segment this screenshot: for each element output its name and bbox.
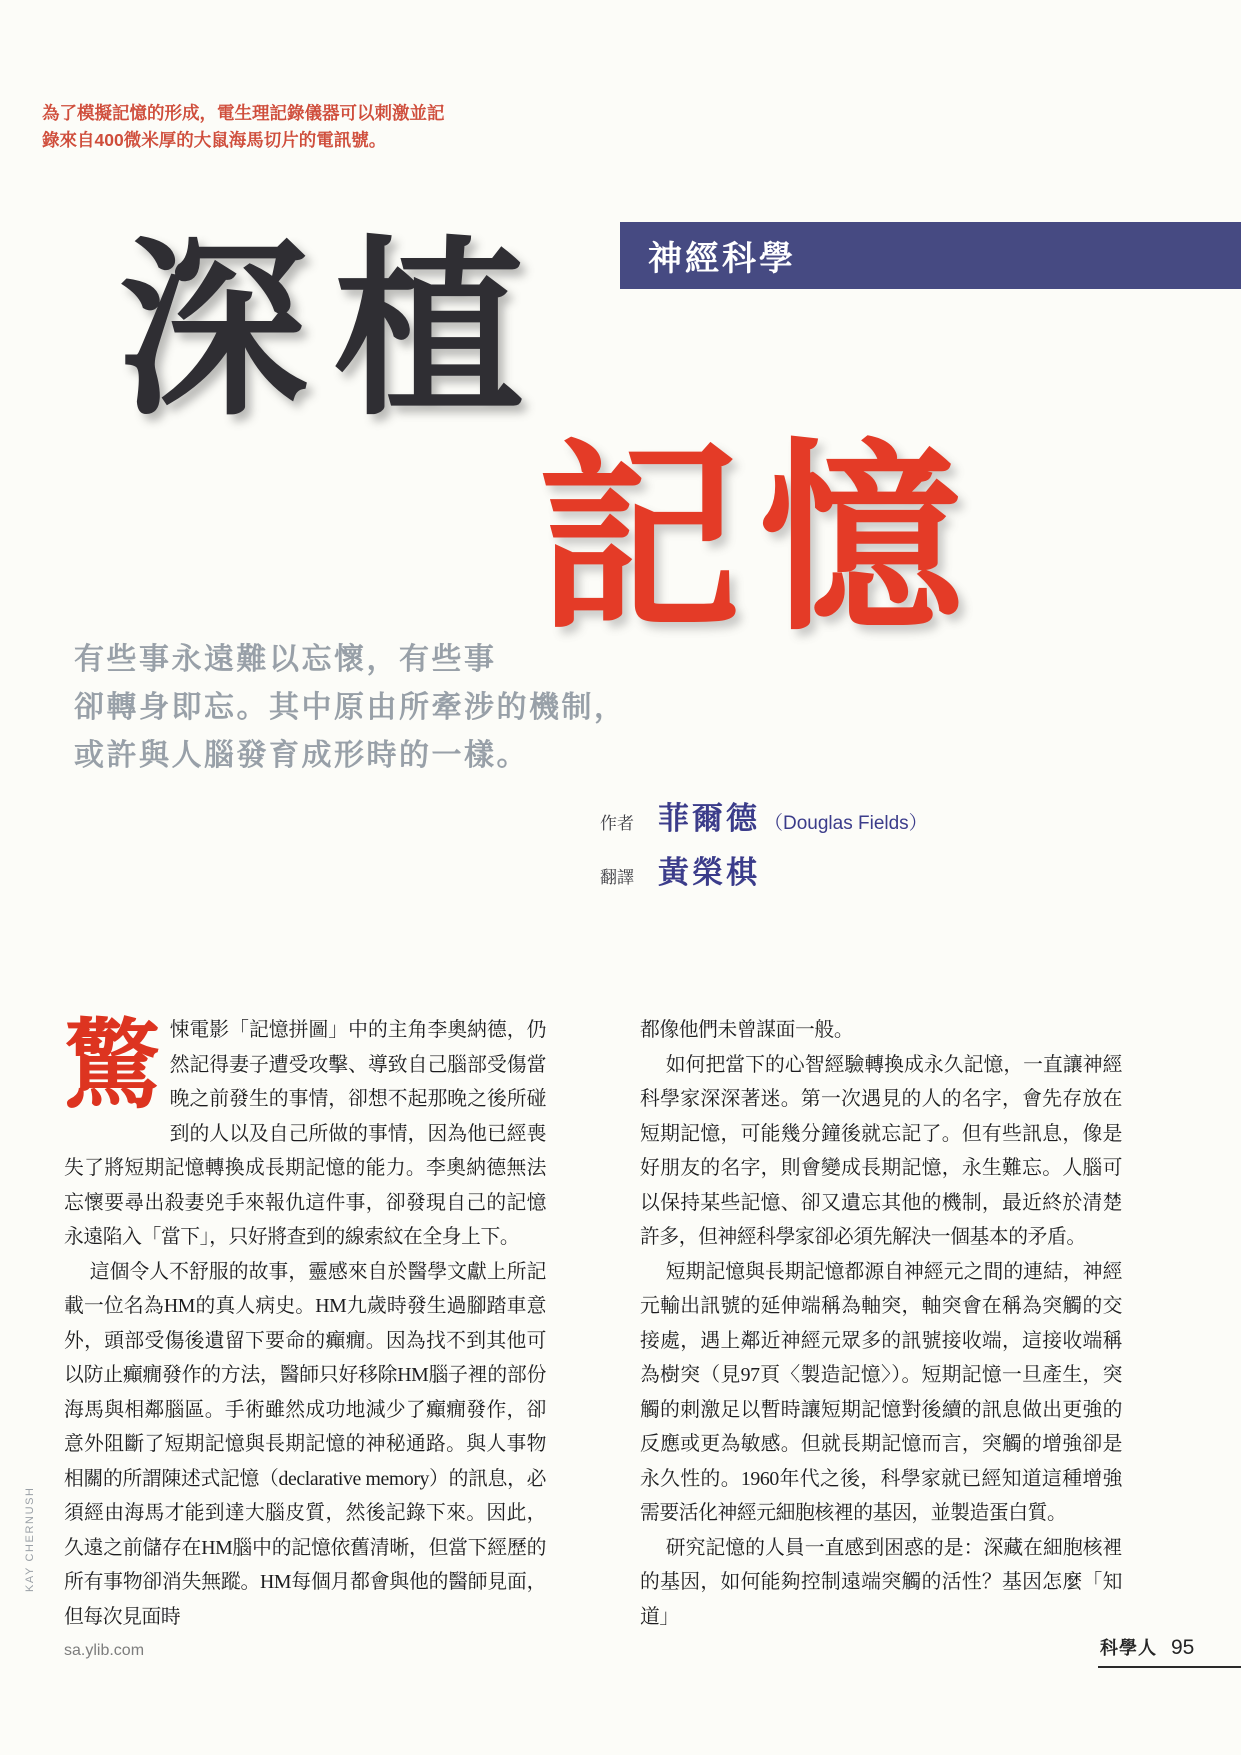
footer-folio [1100, 1634, 1194, 1660]
article-deck-line3: 或許與人腦發育成形時的一樣。 [74, 739, 529, 772]
section-banner-label: 神經科學 [648, 240, 796, 278]
body-paragraph-1 [64, 1013, 546, 1255]
footer-rule [1098, 1666, 1241, 1668]
body-paragraph-6: 研究記憶的人員一直感到困惑的是：深藏在細胞核裡的基因，如何能夠控制遠端突觸的活性？基因怎麼「知道」 [640, 1536, 1122, 1628]
article-deck-line1: 有些事永遠難以忘懷，有些事 [74, 643, 497, 676]
byline-translator-row [600, 847, 928, 892]
photo-caption [42, 100, 445, 154]
body-paragraph-3: 都像他們未曾謀面一般。 [640, 1019, 854, 1041]
page-number: 95 [1171, 1636, 1195, 1659]
body-column-left [64, 1013, 546, 1634]
section-banner [620, 222, 1241, 289]
translator-label: 翻譯 [600, 868, 634, 887]
byline-block [600, 793, 928, 901]
author-label: 作者 [600, 814, 634, 833]
author-name-english: （Douglas Fields） [764, 813, 928, 834]
body-paragraph-1-text: 悚電影「記憶拼圖」中的主角李奧納德，仍然記得妻子遭受攻擊、導致自己腦部受傷當晚之前發生的事情，卻想不起那晚之後所碰到的人以及自己所做的事情，因為他已經喪失了將短期記憶轉換成長期記憶的能力。李奧納德無法忘懷要尋出殺妻兇手來報仇這件事，卻發現自己的記憶永遠陷入「當下」，只好將查到的線索紋在全身上下。 [64, 1019, 546, 1248]
magazine-name: 科學人 [1100, 1638, 1157, 1658]
body-column-right [640, 1013, 1122, 1634]
author-name: 菲爾德 [658, 801, 760, 836]
translator-name: 黃榮棋 [658, 855, 760, 890]
body-paragraph-4: 如何把當下的心智經驗轉換成永久記憶，一直讓神經科學家深深著迷。第一次遇見的人的名字，會先存放在短期記憶，可能幾分鐘後就忘記了。但有些訊息，像是好朋友的名字，則會變成長期記憶，永生難忘。人腦可以保持某些記憶、卻又遺忘其他的機制，最近終於清楚許多，但神經科學家卻必須先解決一個基本的矛盾。 [640, 1053, 1122, 1248]
article-deck-line2: 卻轉身即忘。其中原由所牽涉的機制， [74, 691, 627, 724]
body-paragraph-2: 這個令人不舒服的故事，靈感來自於醫學文獻上所記載一位名為HM的真人病史。HM九歲時發生過腳踏車意外，頭部受傷後遺留下要命的癲癇。因為找不到其他可以防止癲癇發作的方法，醫師只好移除HM腦子裡的部份海馬與相鄰腦區。手術雖然成功地減少了癲癇發作，卻意外阻斷了短期記憶與長期記憶的神秘通路。與人事物相關的所謂陳述式記憶（declarative memory）的訊息，必須經由海馬才能到達大腦皮質，然後記錄下來。因此，久遠之前儲存在HM腦中的記憶依舊清晰，但當下經歷的所有事物卻消失無蹤。HM每個月都會與他的醫師見面，但每次見面時 [64, 1260, 546, 1628]
photo-credit-vertical: KAY CHERNUSH [24, 1486, 36, 1592]
article-title-part2: 記憶 [537, 426, 981, 654]
footer-website: sa.ylib.com [64, 1642, 145, 1659]
photo-caption-line2: 錄來自400微米厚的大鼠海馬切片的電訊號。 [42, 130, 387, 150]
article-deck [74, 636, 627, 780]
article-title-part1: 深植 [118, 228, 551, 438]
drop-cap: 驚 [64, 1013, 161, 1120]
photo-caption-line1: 為了模擬記憶的形成，電生理記錄儀器可以刺激並記 [42, 103, 445, 123]
byline-author-row [600, 793, 928, 838]
body-paragraph-5: 短期記憶與長期記憶都源自神經元之間的連結，神經元輸出訊號的延伸端稱為軸突，軸突會在稱為突觸的交接處，遇上鄰近神經元眾多的訊號接收端，這接收端稱為樹突（見97頁〈製造記憶〉）。短期記憶一旦產生，突觸的刺激足以暫時讓短期記憶對後續的訊息做出更強的反應或更為敏感。但就長期記憶而言，突觸的增強卻是永久性的。1960年代之後，科學家就已經知道這種增強需要活化神經元細胞核裡的基因，並製造蛋白質。 [640, 1260, 1122, 1524]
